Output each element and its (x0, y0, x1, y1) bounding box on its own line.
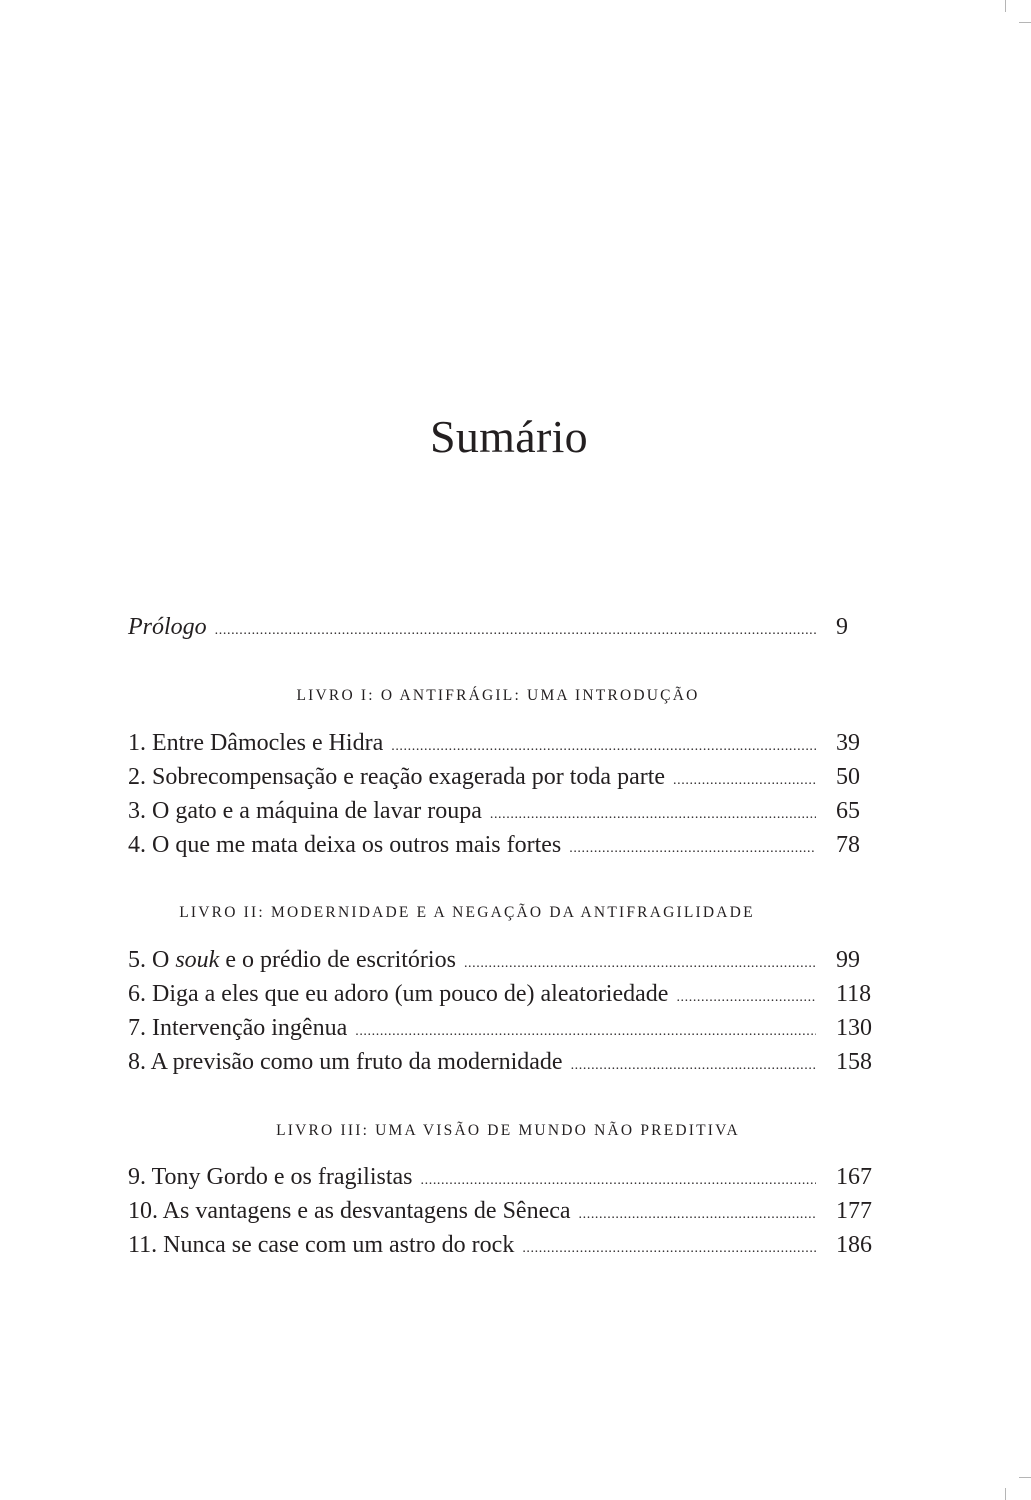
book-heading-3: LIVRO III: UMA VISÃO DE MUNDO NÃO PREDITIVA (276, 1122, 740, 1139)
crop-mark-bottom-right (1005, 1488, 1006, 1500)
page-title: Sumário (430, 411, 588, 462)
toc-entry-label: 7. Intervenção ingênua (128, 1015, 348, 1041)
toc-entry[interactable] (128, 760, 888, 794)
dot-leader (571, 1049, 816, 1083)
toc-entry-label: 2. Sobrecompensação e reação exagerada por toda parte (128, 764, 666, 790)
crop-mark-top-right (1005, 0, 1006, 12)
toc-entry-label: 4. O que me mata deixa os outros mais fortes (128, 832, 562, 858)
dot-leader (579, 1198, 816, 1232)
dot-leader (522, 1232, 816, 1266)
toc-entry-page: 177 (836, 1198, 872, 1224)
dot-leader (215, 614, 816, 648)
toc-entry-page: 118 (836, 981, 872, 1007)
toc-entry[interactable] (128, 1194, 888, 1228)
toc-entry[interactable] (128, 977, 888, 1011)
toc-entry[interactable] (128, 1011, 888, 1045)
dot-leader (355, 1015, 816, 1049)
toc-entry-label: 6. Diga a eles que eu adoro (um pouco de) aleatoriedade (128, 981, 669, 1007)
dot-leader (569, 832, 816, 866)
toc-entry-page: 78 (836, 832, 860, 858)
crop-mark-top-right-h (1019, 22, 1031, 23)
toc-entry-page: 130 (836, 1015, 872, 1041)
toc-entry-label: 3. O gato e a máquina de lavar roupa (128, 798, 482, 824)
toc-entry-label-suffix: e o prédio de escritórios (219, 947, 456, 973)
book-heading-2: LIVRO II: MODERNIDADE E A NEGAÇÃO DA ANTIFRAGILIDADE (179, 904, 755, 921)
toc-entry[interactable] (128, 943, 888, 977)
toc-entry-label: 1. Entre Dâmocles e Hidra (128, 730, 384, 756)
toc-entry-page: 167 (836, 1164, 872, 1190)
toc-entry-prologue[interactable] (128, 610, 888, 644)
toc-entry-page: 186 (836, 1232, 872, 1258)
toc-entry-label: 9. Tony Gordo e os fragilistas (128, 1164, 413, 1190)
toc-entry-page: 39 (836, 730, 860, 756)
book-heading-1: LIVRO I: O ANTIFRÁGIL: UMA INTRODUÇÃO (296, 687, 700, 704)
dot-leader (391, 730, 816, 764)
toc-entry[interactable] (128, 794, 888, 828)
toc-entry-page: 65 (836, 798, 860, 824)
dot-leader (676, 981, 816, 1015)
toc-entry-label: Prólogo (128, 614, 207, 640)
toc-entry-page: 50 (836, 764, 860, 790)
toc-entry-label (128, 943, 456, 977)
dot-leader (421, 1164, 816, 1198)
toc-entry-page: 99 (836, 947, 860, 973)
toc-entry-label-prefix: 5. O (128, 947, 176, 973)
toc-entry-label: 8. A previsão como um fruto da modernidade (128, 1049, 563, 1075)
dot-leader (490, 798, 816, 832)
crop-mark-bottom-right-h (1019, 1477, 1031, 1478)
toc-entry-page: 9 (836, 614, 848, 640)
toc-entry-label: 11. Nunca se case com um astro do rock (128, 1232, 515, 1258)
toc-entry-label-italic: souk (175, 947, 220, 973)
toc-entry-label: 10. As vantagens e as desvantagens de Sêneca (128, 1198, 571, 1224)
dot-leader (673, 764, 816, 798)
toc-entry[interactable] (128, 1160, 888, 1194)
toc-entry[interactable] (128, 1228, 888, 1262)
dot-leader (464, 947, 816, 981)
toc-entry-page: 158 (836, 1049, 872, 1075)
toc-entry[interactable] (128, 1045, 888, 1079)
toc-entry[interactable] (128, 828, 888, 862)
toc-entry[interactable] (128, 726, 888, 760)
